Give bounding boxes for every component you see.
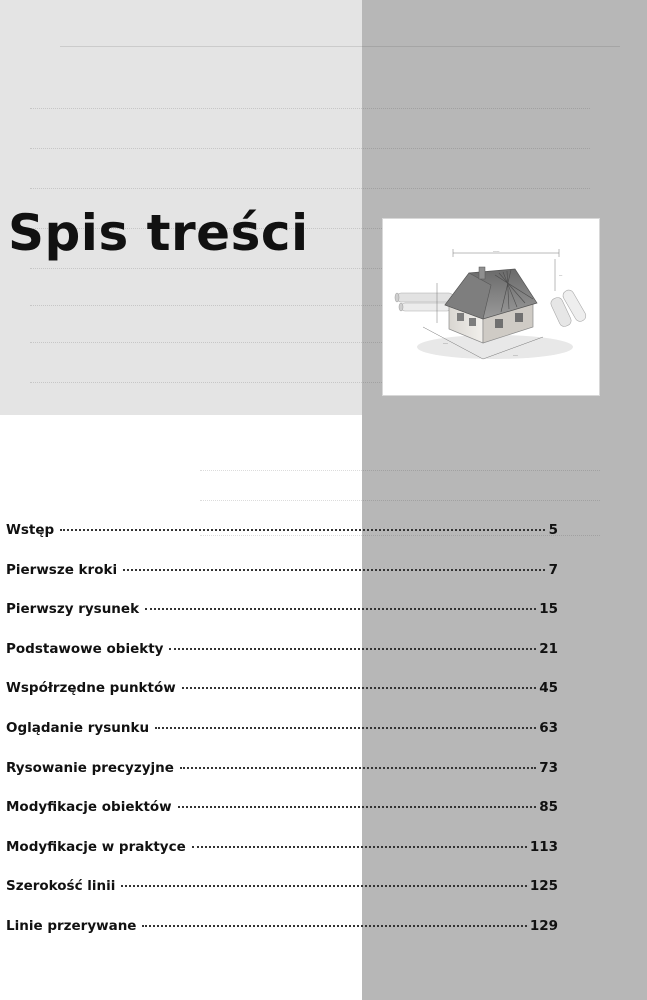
toc-entry[interactable] xyxy=(6,839,558,879)
svg-text:____: ____ xyxy=(493,248,500,252)
house-blueprint-illustration xyxy=(383,219,599,395)
toc-leader-dots xyxy=(192,846,527,848)
toc-entry[interactable] xyxy=(6,918,558,958)
toc-leader-dots xyxy=(145,608,536,610)
toc-entry-page: 113 xyxy=(529,838,558,855)
toc-entry-title: Współrzędne punktów xyxy=(6,680,176,697)
toc-entry-title: Rysowanie precyzyjne xyxy=(6,759,174,776)
toc-leader-dots xyxy=(182,687,536,689)
toc-entry-title: Linie przerywane xyxy=(6,917,137,934)
toc-leader-dots xyxy=(60,529,545,531)
svg-text:___: ___ xyxy=(513,352,518,356)
toc-entry-title: Pierwsze kroki xyxy=(6,561,118,578)
toc-entry-title: Modyfikacje obiektów xyxy=(6,799,172,816)
toc-entry-page: 85 xyxy=(539,799,558,816)
toc-leader-dots xyxy=(178,806,537,808)
toc-entry[interactable] xyxy=(6,601,558,641)
toc-entry-page: 125 xyxy=(529,878,558,895)
toc-entry[interactable] xyxy=(6,720,558,760)
toc-entry[interactable] xyxy=(6,562,558,602)
toc-entry-page: 15 xyxy=(539,601,558,618)
toc-leader-dots xyxy=(142,925,526,927)
svg-text:__: __ xyxy=(559,272,563,276)
table-of-contents xyxy=(6,522,558,958)
toc-entry-title: Szerokość linii xyxy=(6,878,116,895)
toc-entry-page: 21 xyxy=(539,640,558,657)
toc-entry-title: Pierwszy rysunek xyxy=(6,601,140,618)
toc-entry-title: Modyfikacje w praktyce xyxy=(6,838,186,855)
toc-entry-page: 7 xyxy=(548,561,558,578)
svg-text:___: ___ xyxy=(443,340,448,344)
toc-leader-dots xyxy=(155,727,536,729)
toc-entry[interactable] xyxy=(6,641,558,681)
toc-entry-title: Wstęp xyxy=(6,522,55,538)
page-title: Spis treści xyxy=(8,204,309,262)
toc-entry[interactable] xyxy=(6,522,558,562)
toc-leader-dots xyxy=(123,569,545,571)
toc-entry[interactable] xyxy=(6,760,558,800)
toc-leader-dots xyxy=(169,648,536,650)
toc-entry-page: 73 xyxy=(539,759,558,776)
toc-leader-dots xyxy=(180,767,536,769)
toc-entry-page: 129 xyxy=(529,917,558,934)
toc-entry[interactable] xyxy=(6,680,558,720)
toc-leader-dots xyxy=(121,885,526,887)
toc-entry-title: Oglądanie rysunku xyxy=(6,719,150,736)
toc-entry-page: 45 xyxy=(539,680,558,697)
toc-entry-page: 63 xyxy=(539,719,558,736)
toc-entry[interactable] xyxy=(6,799,558,839)
toc-entry-title: Podstawowe obiekty xyxy=(6,640,164,657)
toc-entry[interactable] xyxy=(6,878,558,918)
toc-entry-page: 5 xyxy=(548,522,558,538)
